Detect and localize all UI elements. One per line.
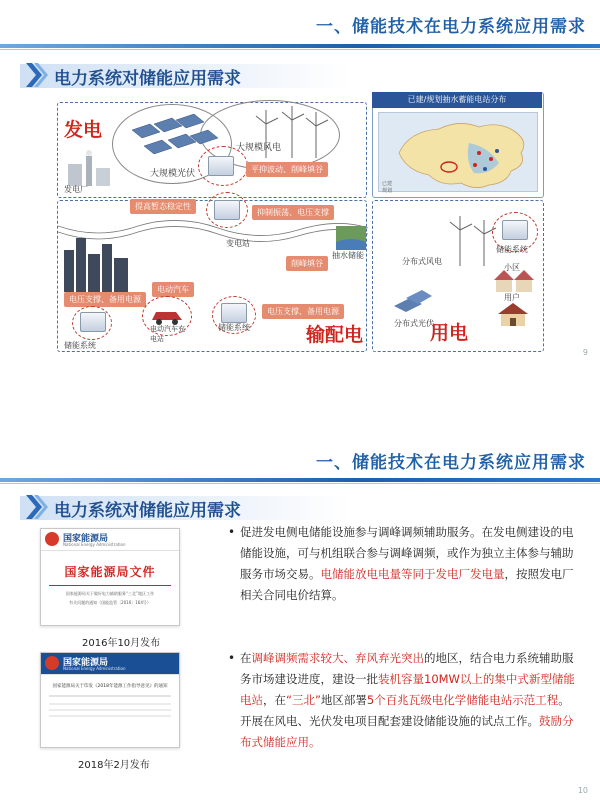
slide-2 bbox=[0, 400, 600, 800]
slide-bottom-space bbox=[0, 366, 600, 400]
tag-smooth: 平抑波动、削峰填谷 bbox=[246, 162, 328, 177]
document-line: 国家能源局关于印发《2018年能源工作指导意见》的通知 bbox=[52, 684, 168, 689]
bullet-2-text: ，在 bbox=[263, 693, 286, 707]
document-2016-caption: 2016年10月发布 bbox=[82, 638, 161, 649]
distributed-pv-icon bbox=[392, 286, 432, 314]
bullet-2-highlight: 5个百兆瓦级电化学储能电站示范工程 bbox=[366, 693, 559, 707]
distributed-wind-label: 分布式风电 bbox=[402, 257, 442, 266]
document-text-rule bbox=[49, 695, 171, 697]
pumped-storage-icon bbox=[336, 226, 366, 250]
storage-mid-label: 储能系统 bbox=[218, 323, 250, 332]
label-consumption: 用电 bbox=[430, 322, 469, 344]
document-org-en: National Energy Administration bbox=[63, 666, 126, 671]
map-legend-planned: 规划 bbox=[382, 188, 393, 194]
emblem-icon bbox=[45, 656, 59, 670]
bullet-1-text-end: ，按照发电厂相关合同电价结算。 bbox=[240, 567, 574, 602]
city-buildings-icon bbox=[62, 232, 132, 292]
china-map-icon bbox=[379, 113, 539, 193]
header-title: 一、储能技术在电力系统应用需求 bbox=[316, 17, 586, 37]
document-2018-caption: 2018年2月发布 bbox=[78, 760, 150, 771]
document-file-title: 国家能源局文件 bbox=[64, 565, 156, 579]
section-heading bbox=[20, 58, 350, 90]
label-distribution: 输配电 bbox=[306, 324, 364, 346]
document-text-rule bbox=[49, 703, 171, 705]
household-label: 用户 bbox=[504, 293, 520, 302]
chevron-icon bbox=[26, 61, 48, 89]
document-org: 国家能源局 bbox=[63, 534, 109, 544]
ev-charging-label: 电动汽车充电站 bbox=[150, 325, 185, 343]
substation-label: 变电站 bbox=[226, 239, 250, 248]
header-title: 一、储能技术在电力系统应用需求 bbox=[316, 453, 586, 473]
document-text-rule bbox=[49, 715, 171, 717]
power-plant-label: 发电厂 bbox=[64, 185, 88, 194]
chevron-icon bbox=[26, 493, 48, 521]
bullet-2-text: 在 bbox=[240, 651, 252, 665]
header-rule bbox=[0, 44, 600, 48]
power-plant-icon bbox=[64, 150, 114, 186]
tag-ev: 电动汽车 bbox=[152, 282, 194, 297]
distributed-wind-icon bbox=[440, 216, 500, 266]
community-label: 小区 bbox=[504, 263, 520, 272]
bullet-1-highlight: 电储能放电电量等同于发电厂发电量 bbox=[320, 567, 505, 581]
tag-voltage-left: 电压支撑、备用电源 bbox=[64, 292, 146, 307]
bullet-1 bbox=[228, 522, 580, 606]
document-org: 国家能源局 bbox=[63, 658, 109, 668]
tag-stability: 提高暂态稳定性 bbox=[130, 199, 196, 214]
bullet-2-highlight: 鼓励分布式储能应用。 bbox=[240, 714, 574, 749]
map-title: 已建/规划抽水蓄能电站分布 bbox=[372, 92, 542, 108]
page-number: 9 bbox=[582, 348, 588, 357]
emblem-icon bbox=[45, 532, 59, 546]
section-title: 电力系统对储能应用需求 bbox=[54, 69, 241, 89]
battery-icon bbox=[221, 303, 247, 323]
distributed-pv-label: 分布式光伏 bbox=[394, 319, 434, 328]
wind-label: 大规模风电 bbox=[236, 143, 282, 153]
bullet-2-highlight: “三北” bbox=[286, 693, 321, 707]
storage-left-label: 储能系统 bbox=[64, 341, 96, 350]
header-rule-thin bbox=[0, 49, 600, 50]
pumped-storage-map bbox=[378, 112, 538, 192]
pv-label: 大规模光伏 bbox=[150, 169, 196, 179]
bullet-2 bbox=[228, 648, 580, 753]
header-rule-thin bbox=[0, 483, 600, 484]
map-legend-built: 已建 bbox=[382, 181, 393, 187]
bullet-2-text: 的地区，结合电力系统辅助服务市场建设进度，建设一批 bbox=[240, 651, 574, 686]
document-text-rule bbox=[49, 709, 171, 711]
battery-icon bbox=[80, 312, 106, 332]
section-title: 电力系统对储能应用需求 bbox=[54, 501, 241, 521]
section-heading bbox=[20, 490, 350, 522]
document-2018 bbox=[40, 652, 180, 748]
bullet-2-highlight: 调峰调频需求较大、弃风弃光突出 bbox=[251, 651, 424, 665]
bullet-1-text: 促进发电侧电储能设施参与调峰调频辅助服务。在发电侧建设的电储能设施，可与机组联合参与调峰调频，或作为独立主体参与辅助服务市场交易。 bbox=[240, 525, 574, 581]
document-line: 国家能源局关于做好电力辅助服务“三北”地区工作 bbox=[65, 591, 155, 596]
document-header bbox=[41, 653, 179, 675]
document-header bbox=[41, 529, 179, 551]
pumped-storage-label: 抽水储能 bbox=[332, 251, 364, 260]
tag-voltage-mid: 电压支撑、备用电源 bbox=[262, 304, 344, 319]
storage-right-label: 储能系统 bbox=[496, 245, 528, 254]
bullet-2-text: 。开展在风电、光伏发电项目配套建设储能设施的试点工作。 bbox=[240, 693, 570, 728]
bullet-2-highlight: 装机容量10MW以上的集中式新型储能电站 bbox=[240, 672, 575, 707]
bullet-2-text: 地区部署 bbox=[320, 693, 367, 707]
page-number: 10 bbox=[577, 786, 588, 795]
car-icon bbox=[150, 306, 184, 326]
header-rule bbox=[0, 478, 600, 482]
tag-peak: 削峰填谷 bbox=[286, 256, 328, 271]
bullet-dot-icon: • bbox=[228, 651, 236, 665]
document-2016 bbox=[40, 528, 180, 626]
document-org-en: National Energy Administration bbox=[63, 542, 126, 547]
battery-icon bbox=[208, 156, 234, 176]
tag-oscillation: 抑制振荡、电压支撑 bbox=[252, 205, 334, 220]
battery-icon bbox=[502, 220, 528, 240]
label-generation: 发电 bbox=[64, 119, 103, 141]
house-icon bbox=[496, 302, 530, 326]
document-red-rule bbox=[49, 585, 171, 586]
bullet-dot-icon: • bbox=[228, 525, 236, 539]
document-line: 有关问题的通知（国能监管〔2016〕164号） bbox=[69, 600, 151, 605]
